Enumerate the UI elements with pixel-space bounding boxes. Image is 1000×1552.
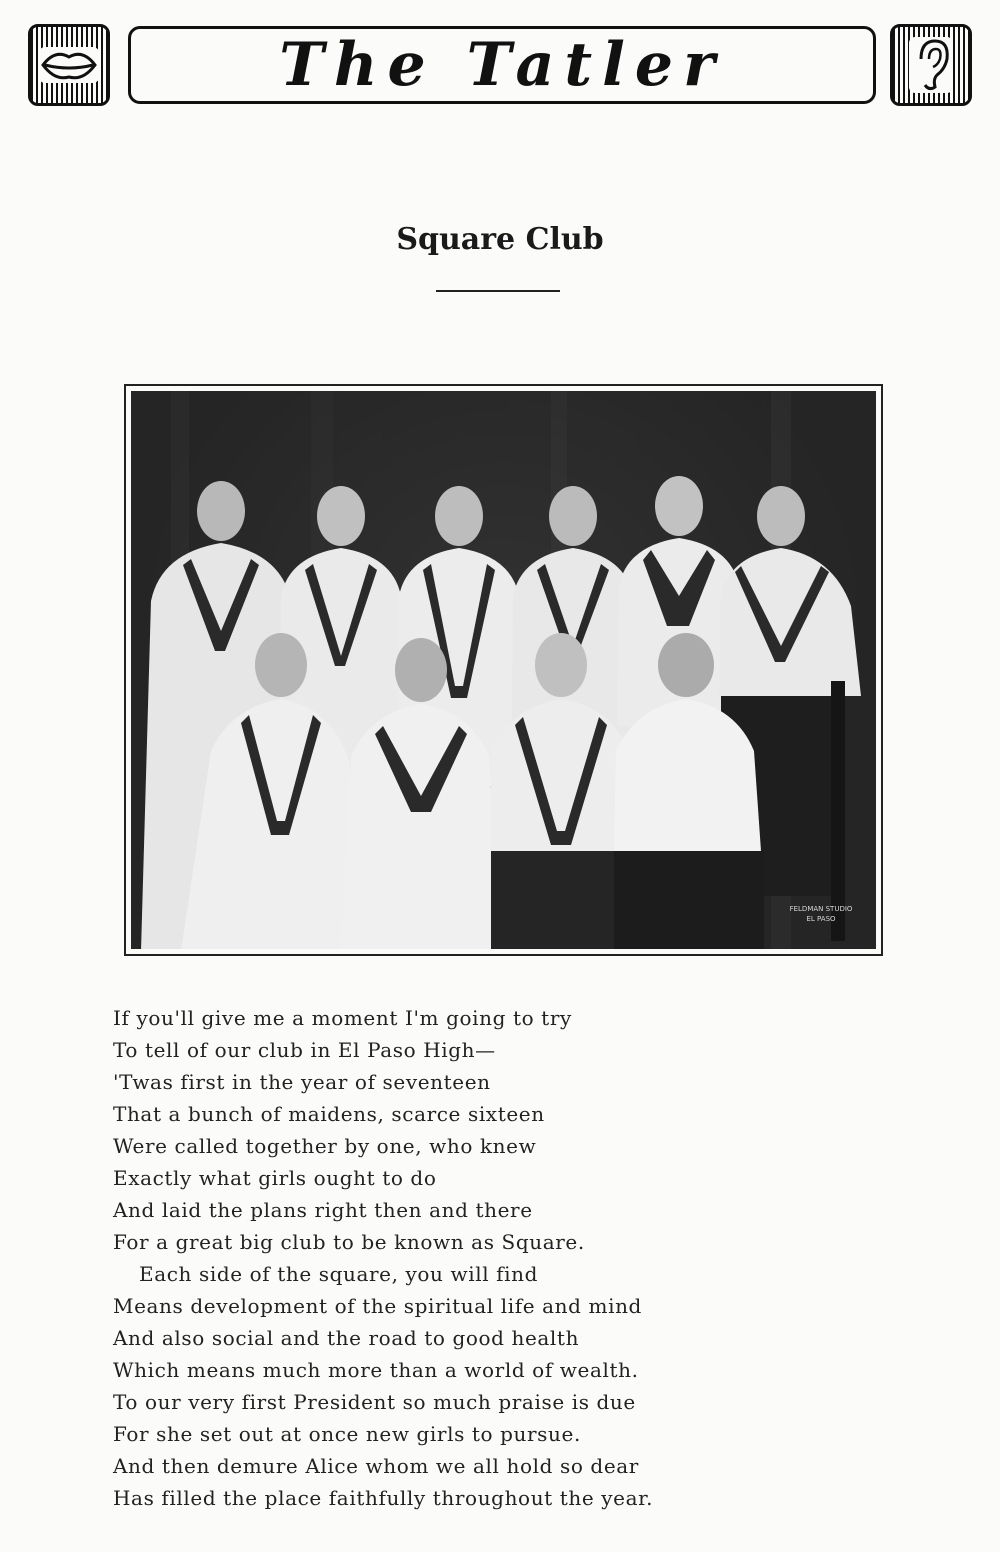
group-photo (131, 391, 876, 949)
poem-line: And laid the plans right then and there (113, 1198, 533, 1222)
poem-line: Exactly what girls ought to do (113, 1166, 437, 1190)
poem-line: Which means much more than a world of wealth. (113, 1358, 639, 1382)
group-photo-frame (124, 384, 883, 956)
poem-line: If you'll give me a moment I'm going to try (113, 1006, 572, 1030)
title-underline (436, 290, 560, 292)
poem-line: And then demure Alice whom we all hold so dear (113, 1454, 639, 1478)
poem-line: And also social and the road to good health (113, 1326, 580, 1350)
section-title: Square Club (396, 222, 604, 257)
mouth-icon (28, 24, 110, 106)
poem-line: For she set out at once new girls to pursue. (113, 1422, 581, 1446)
ear-icon (890, 24, 972, 106)
poem-line: To tell of our club in El Paso High— (113, 1038, 496, 1062)
poem-line: That a bunch of maidens, scarce sixteen (113, 1102, 545, 1126)
poem (113, 1002, 813, 1514)
poem-line: Means development of the spiritual life and mind (113, 1294, 642, 1318)
poem-line: 'Twas first in the year of seventeen (113, 1070, 491, 1094)
masthead-title-box (128, 26, 876, 104)
poem-line: Each side of the square, you will find (139, 1262, 539, 1286)
poem-line: Has filled the place faithfully throughout the year. (113, 1486, 654, 1510)
poem-line: Were called together by one, who knew (113, 1134, 537, 1158)
masthead (28, 24, 972, 108)
studio-stamp-line-1: FELDMAN STUDIO (789, 905, 853, 913)
masthead-title: The Tatler (279, 30, 725, 100)
poem-line: For a great big club to be known as Square. (113, 1230, 585, 1254)
studio-stamp-line-2: EL PASO (806, 915, 836, 923)
poem-line: To our very first President so much praise is due (113, 1390, 636, 1414)
